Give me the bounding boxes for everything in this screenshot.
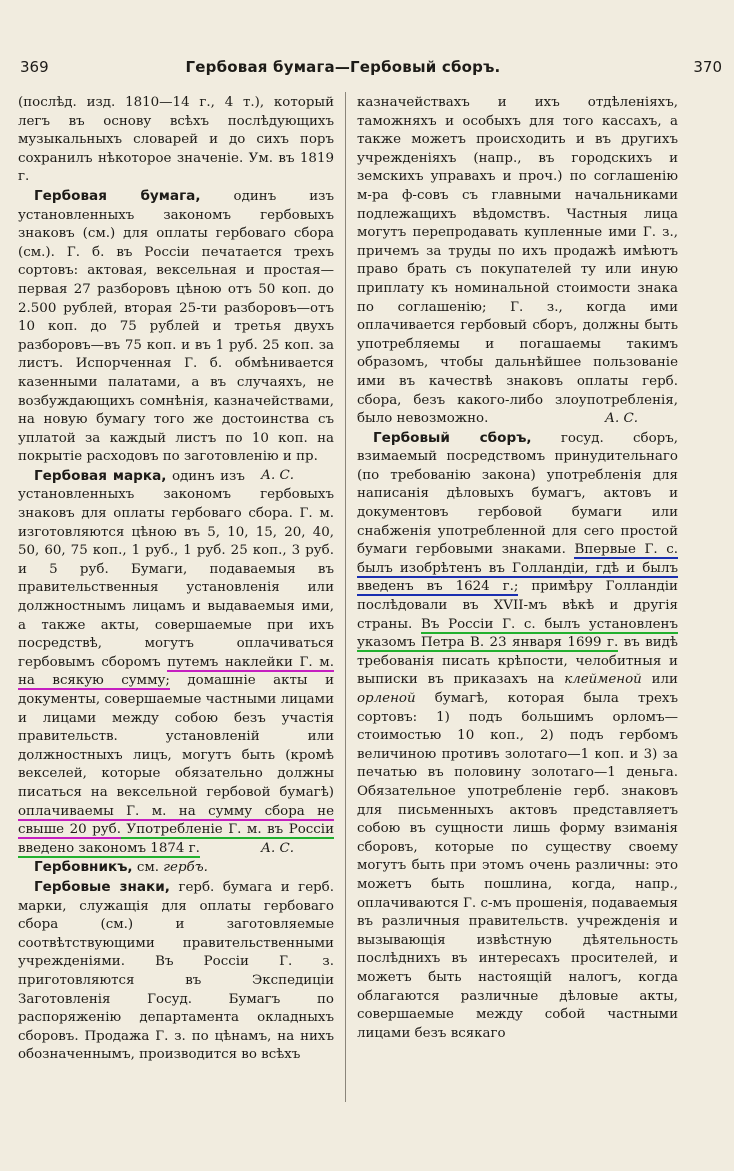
highlight-green-1: Употребленіе Г. м. въ Россіи введено закономъ 1874 г. <box>18 822 335 856</box>
author-signature: А. С. <box>260 467 294 483</box>
continued-paragraph: (послѣд. изд. 1810—14 г., 4 т.), который легъ въ основу всѣхъ послѣдующихъ музыкальныхъ словарей и до сихъ поръ сохранилъ нѣкоторое значеніе. Ум. въ 1819 г. <box>18 95 334 185</box>
entry-heading: Гербовый сборъ, <box>373 429 532 446</box>
entry-text: одинъ изъ установленныхъ закономъ гербовыхъ знаковъ (см.) для оплаты гербоваго сбора (см.). Г. б. въ Россіи печатается трехъ сортовъ: актовая, вексельная и простая—первая 27 разборовъ цѣною отъ 50 коп. до 2.500 рублей, вторая 25-ти разборовъ—отъ 10 коп. до 75 рублей и третья двухъ разборовъ—въ 75 коп. и въ 1 руб. 25 коп. за листъ. Испорченная Г. б. обмѣнивается казенными палатами, а въ случаяхъ, не возбуждающихъ сомнѣнія, казначействами, на новую бумагу того же достоинства съ уплатой за каждый листъ по 10 коп. на покрытіе расходовъ по заготовленію и пр. <box>18 188 334 465</box>
entry-text: госуд. сборъ, взимаемый посредствомъ принудительнаго (по требованію закона) употребленія для написанія дѣловыхъ бумагъ, актовъ и документовъ гербовой бумаги или снабженія употребленной для сего простой бумаги гербовыми знаками. <box>357 430 678 558</box>
entry-gerbovye-znaki <box>18 878 334 1065</box>
column-divider <box>345 92 346 1102</box>
left-column <box>18 94 334 1065</box>
entry-text: герб. бумага и герб. марки, служащія для оплаты гербоваго сбора (см.) и заготовляемые соотвѣтствующими правительственными учрежденіями. Въ Россіи Г. з. приготовляются въ Экспедиціи Заготовленія Госуд. Бумагъ по распоряженію департамента окладныхъ сборовъ. Продажа Г. з. по цѣнамъ, на нихъ обозначеннымъ, производится во всѣхъ <box>18 879 335 1063</box>
entry-gerbovyy-sbor <box>357 429 678 1044</box>
page-header <box>14 58 722 80</box>
entry-text: одинъ изъ установленныхъ закономъ гербовыхъ знаковъ для оплаты гербоваго сбора. Г. м. изготовляются цѣною въ 5, 10, 15, 20, 40, 50, 60, 75 коп., 1 руб., 1 руб. 25 коп., 3 руб. и 5 руб. Бумаги, подаваемыя въ правительственныя установленія или должностнымъ лицамъ и выдаваемыя ими, а также акты, совершаемые при ихъ посредствѣ, могутъ оплачиваться гербовымъ сборомъ <box>18 468 334 670</box>
entry-heading: Гербовая бумага, <box>34 187 201 204</box>
highlight-green-2: Въ Россіи Г. с. былъ установленъ указомъ Петра В. 23 января 1699 г. <box>357 616 678 651</box>
continued-paragraph <box>357 94 678 429</box>
italic-term: клейменой <box>564 672 642 688</box>
running-title: Гербовая бумага—Гербовый сборъ. <box>185 58 501 76</box>
entry-heading: Гербовые знаки, <box>34 878 170 895</box>
entry-gerbovaya-marka <box>18 467 334 858</box>
italic-term: орленой <box>357 691 416 706</box>
highlight-blue-1: Впервые Г. с. былъ изобрѣтенъ въ Голландіи, гдѣ и былъ введенъ въ 1624 г.; <box>357 542 678 595</box>
highlight-magenta-2: оплачиваемы Г. м. на сумму сбора не свыше 20 руб. <box>18 803 334 838</box>
author-signature: А. С. <box>604 411 638 427</box>
entry-text: домашніе акты и документы, совершаемые частными лицами и лицами между собою безъ участія правительств. установленій или должностныхъ лицъ, могутъ быть (кромѣ векселей, которые обязательно должны писаться на вексельной гербовой бумагѣ) <box>18 673 334 800</box>
entry-text: или <box>641 672 678 688</box>
highlight-magenta-1: путемъ наклейки Г. м. на всякую сумму; <box>18 654 334 689</box>
entry-gerbovnik <box>18 858 334 878</box>
entry-heading: Гербовникъ, <box>34 859 133 876</box>
entry-text: казначействахъ и ихъ отдѣленіяхъ, таможняхъ и особыхъ для того кассахъ, а также можетъ происходить и въ другихъ учрежденіяхъ (напр., въ городскихъ и земскихъ управахъ и проч.) по соглашенію м-ра ф-совъ съ главными начальниками подлежащихъ вѣдомствъ. Частныя лица могутъ перепродавать купленные ими Г. з., причемъ за труды по ихъ продажѣ имѣютъ право брать съ покупателей ту или иную приплату къ номинальной стоимости знака по соглашенію; Г. з., когда ими оплачивается гербовый сборъ, должны быть употребляемы и погашаемы такимъ образомъ, чтобы дальнѣйшее пользованіе ими въ качествѣ знаковъ оплаты герб. сбора, безъ какого-либо злоупотребленія, было невозможно. <box>357 95 678 427</box>
cross-reference: гербъ. <box>163 860 208 876</box>
entry-heading: Гербовая марка, <box>34 467 167 484</box>
entry-text: см. <box>132 860 164 876</box>
page-number-left: 369 <box>20 58 49 76</box>
entry-text: въ видѣ требованія писать крѣпости, челобитныя и выписки въ приказахъ на <box>357 635 678 688</box>
author-signature: А. С. <box>260 840 294 856</box>
entry-text: бумагѣ, которая была трехъ сортовъ: 1) подъ большимъ орломъ—стоимостью 10 коп., 2) подъ гербомъ величиною противъ золотаго—1 коп. и 3) за печатью въ половину золотаго—1 деньга. Обязательное употребленіе герб. знаковъ для письменныхъ актовъ представляетъ собою въ сущности лишь форму взиманія сборовъ, которые по существу своему могутъ быть при этомъ очень различны: это можетъ быть пошлина, когда, напр., оплачиваются Г. с-мъ прошенія, подаваемыя въ различныя правительств. учрежденія и вызывающія извѣстную дѣятельность послѣднихъ въ интересахъ просителей, и можетъ быть настоящій налогъ, когда облагаются различные дѣловые акты, совершаемые между собой частными лицами безъ всякаго <box>357 691 678 1041</box>
right-column <box>357 94 678 1043</box>
entry-text: примѣру Голландіи послѣдовали въ XVII-мъ вѣкѣ и другія страны. <box>357 579 678 632</box>
page-number-right: 370 <box>693 58 722 76</box>
